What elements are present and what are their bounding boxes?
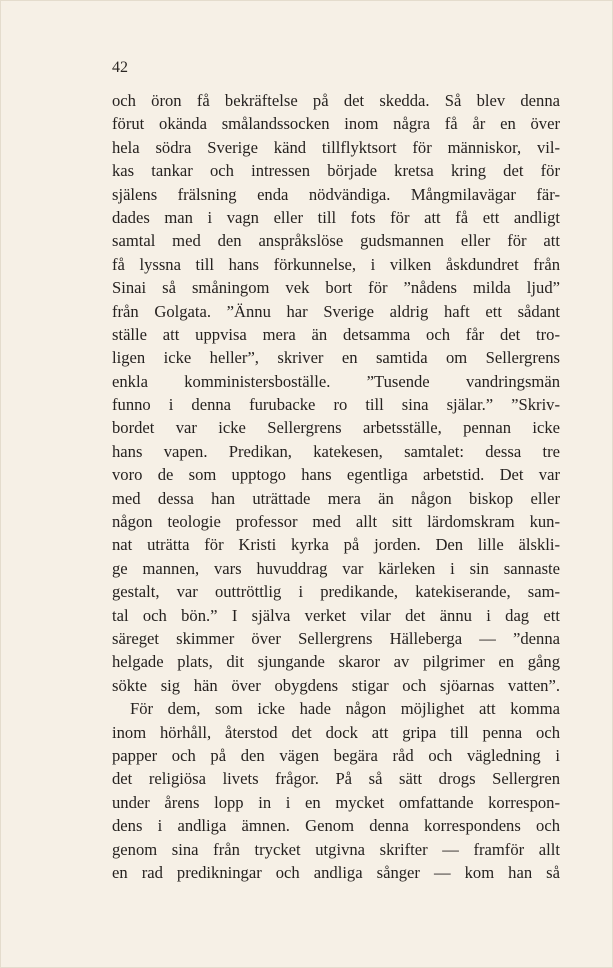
text-line: förut okända smålandssocken inom några få år en över <box>112 114 560 134</box>
text-line: det religiösa livets frågor. På så sätt drogs Sellergren <box>112 769 560 789</box>
text-line: säreget skimmer över Sellergrens Hälleberga — ”denna <box>112 628 560 648</box>
text-line: och öron få bekräftelse på det skedda. Så blev denna <box>112 91 560 110</box>
text-line: enkla komministersboställe. ”Tusende vandringsmän <box>112 371 560 391</box>
text-line: dens i andliga ämnen. Genom denna korrespondens och <box>112 816 560 836</box>
text-line: bordet var icke Sellergrens arbetsställe, pennan icke <box>112 418 560 438</box>
text-line: kas tankar och intressen började kretsa kring det för <box>112 161 560 181</box>
text-line: hela södra Sverige känd tillflyktsort för människor, vil- <box>112 137 560 157</box>
text-line: voro de som upptogo hans egentliga arbetstid. Det var <box>112 465 560 485</box>
text-line: samtal med den anspråkslöse gudsmannen eller för att <box>112 231 560 251</box>
text-line: tal och bön.” I själva verket vilar det ännu i dag ett <box>112 605 560 625</box>
text-line: någon teologie professor med allt sitt lärdomskram kun- <box>112 512 560 532</box>
text-line: gestalt, var outtröttlig i predikande, katekiserande, sam- <box>112 582 560 602</box>
text-line: genom sina från trycket utgivna skrifter — framför allt <box>112 839 560 859</box>
text-line: under årens lopp in i en mycket omfattande korrespon- <box>112 792 560 812</box>
text-line: ligen icke heller”, skriver en samtida om Sellergrens <box>112 348 560 368</box>
page-number: 42 <box>112 59 128 76</box>
body-text <box>112 89 560 884</box>
text-line: från Golgata. ”Ännu har Sverige aldrig haft ett sådant <box>112 301 560 321</box>
paragraph-start-line: För dem, som icke hade någon möjlighet att komma <box>130 699 560 719</box>
text-line: ställe att uppvisa mera än detsamma och får det tro- <box>112 324 560 344</box>
text-line: funno i denna furubacke ro till sina själar.” ”Skriv- <box>112 395 560 415</box>
text-line: själens frälsning enda nödvändiga. Mångmilavägar fär- <box>112 184 560 204</box>
text-line: helgade plats, dit sjungande skaror av pilgrimer en gång <box>112 652 560 672</box>
text-line: dades man i vagn eller till fots för att få ett andligt <box>112 207 560 227</box>
text-line: inom hörhåll, återstod det dock att gripa till penna och <box>112 722 560 742</box>
text-line: med dessa han uträttade mera än någon biskop eller <box>112 488 560 508</box>
text-line: papper och på den vägen begära råd och vägledning i <box>112 745 560 765</box>
text-line: ge mannen, vars huvuddrag var kärleken i sin sannaste <box>112 558 560 578</box>
text-line: nat uträtta för Kristi kyrka på jorden. Den lille älskli- <box>112 535 560 555</box>
text-line: Sinai så småningom vek bort för ”nådens milda ljud” <box>112 278 560 298</box>
text-line: sökte sig hän över obygdens stigar och sjöarnas vatten”. <box>112 675 560 695</box>
text-line: en rad predikningar och andliga sånger — kom han så <box>112 862 560 882</box>
text-line: få lyssna till hans förkunnelse, i vilken åskdundret från <box>112 254 560 274</box>
text-line: hans vapen. Predikan, katekesen, samtalet: dessa tre <box>112 441 560 461</box>
